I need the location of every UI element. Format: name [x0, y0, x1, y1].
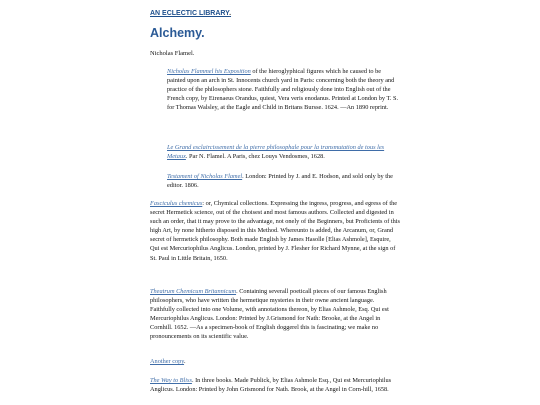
entry-theatrum-chemicum	[150, 287, 400, 342]
entry-text: : or, Chymical collections. Expressing the ingress, progress, and egress of the secret Hermetick science, out of the choisest and most famous authors. Collected and digested in such an order, that it may prove to the advantage, not onely of the Beginners, but Proficients of this high Art, by none hitherto disposed in this Method. Whereunto is added, the Arcanum, or, Grand secret of hermetick philosophy. Both made English by James Hasolle [Elias Ashmole], Esquire, Qui est Mercuriophilus Anglicus. London, printed by J. Flesher for Richard Mynne, at the sign of St. Paul in Little Britain, 1650.	[150, 200, 400, 262]
entry-flamel-exposition	[167, 67, 400, 112]
another-copy-dot: .	[184, 358, 186, 365]
site-home-link-wrap	[150, 10, 231, 17]
entry-text: . Par N. Flamel. A Paris, chez Louys Vendosmes, 1628.	[185, 153, 325, 161]
author-name: Nicholas Flamel.	[150, 50, 195, 57]
entry-way-to-bliss	[150, 376, 400, 394]
page-title: Alchemy.	[150, 26, 205, 40]
site-home-link-dot: .	[229, 10, 232, 17]
site-home-link[interactable]: AN ECLECTIC LIBRARY	[150, 10, 230, 17]
entry-text: . In three books. Made Publick, by Elias Ashmole Esq., Qui est Mercuriophilus Anglicus. London: Printed by John Grismond for Nath. Brook, at the Angel in Corn-hill, 1658.	[150, 377, 392, 394]
another-copy-link[interactable]: Another copy	[150, 358, 185, 365]
entry-link[interactable]: Fasciculus chemicus	[150, 200, 203, 207]
entry-link[interactable]: Theatrum Chemicum Britannicum	[150, 288, 237, 295]
entry-text: . London: Printed by J. and E. Hodson, and sold only by the editor. 1806.	[167, 173, 393, 190]
entry-link[interactable]: Le Grand esclaircissement de la pierre philosophale pour la transmutation de tous les Metaux	[167, 144, 385, 161]
entry-grand-esclaircissement	[167, 143, 400, 161]
entry-link[interactable]: The Way to Bliss	[150, 377, 192, 384]
entry-text: . Containing severall poeticall pieces of our famous English philosophers, who have written the hermetique mysteries in their owne ancient language. Faithfully collected into one Volume, with annotations thereon, by Elias Ashmole, Esq. Qui est Mercuriophilus Anglicus. London: Printed by J.Grismond for Nath: Brooke, at the Angel in Cornhill. 1652. —As a specimen-book of English doggerel this is fascinating; we make no pronouncements on its scientific value.	[150, 288, 389, 341]
entry-fasciculus-chemicus	[150, 199, 400, 263]
entry-testament-flamel	[167, 172, 400, 190]
entry-text: of the hieroglyphical figures which he caused to be painted upon an arch in St. Innocents church yard in Paris: concerning both the theory and practice of the philosophers stone. Faithfully and religiously done into English out of the French copy, by Eirenaeus Orandus, quiest, Vera veris enodanus. Printed at London by T. S. for Thomas Walsley, at the Eagle and Child in Britans Bursse. 1624. —An 1890 reprint.	[167, 68, 399, 112]
entry-link[interactable]: Testament of Nicholas Flamel	[167, 173, 243, 180]
another-copy-wrap	[150, 358, 186, 365]
entry-link[interactable]: Nicholas Flammel his Exposition	[167, 68, 251, 75]
